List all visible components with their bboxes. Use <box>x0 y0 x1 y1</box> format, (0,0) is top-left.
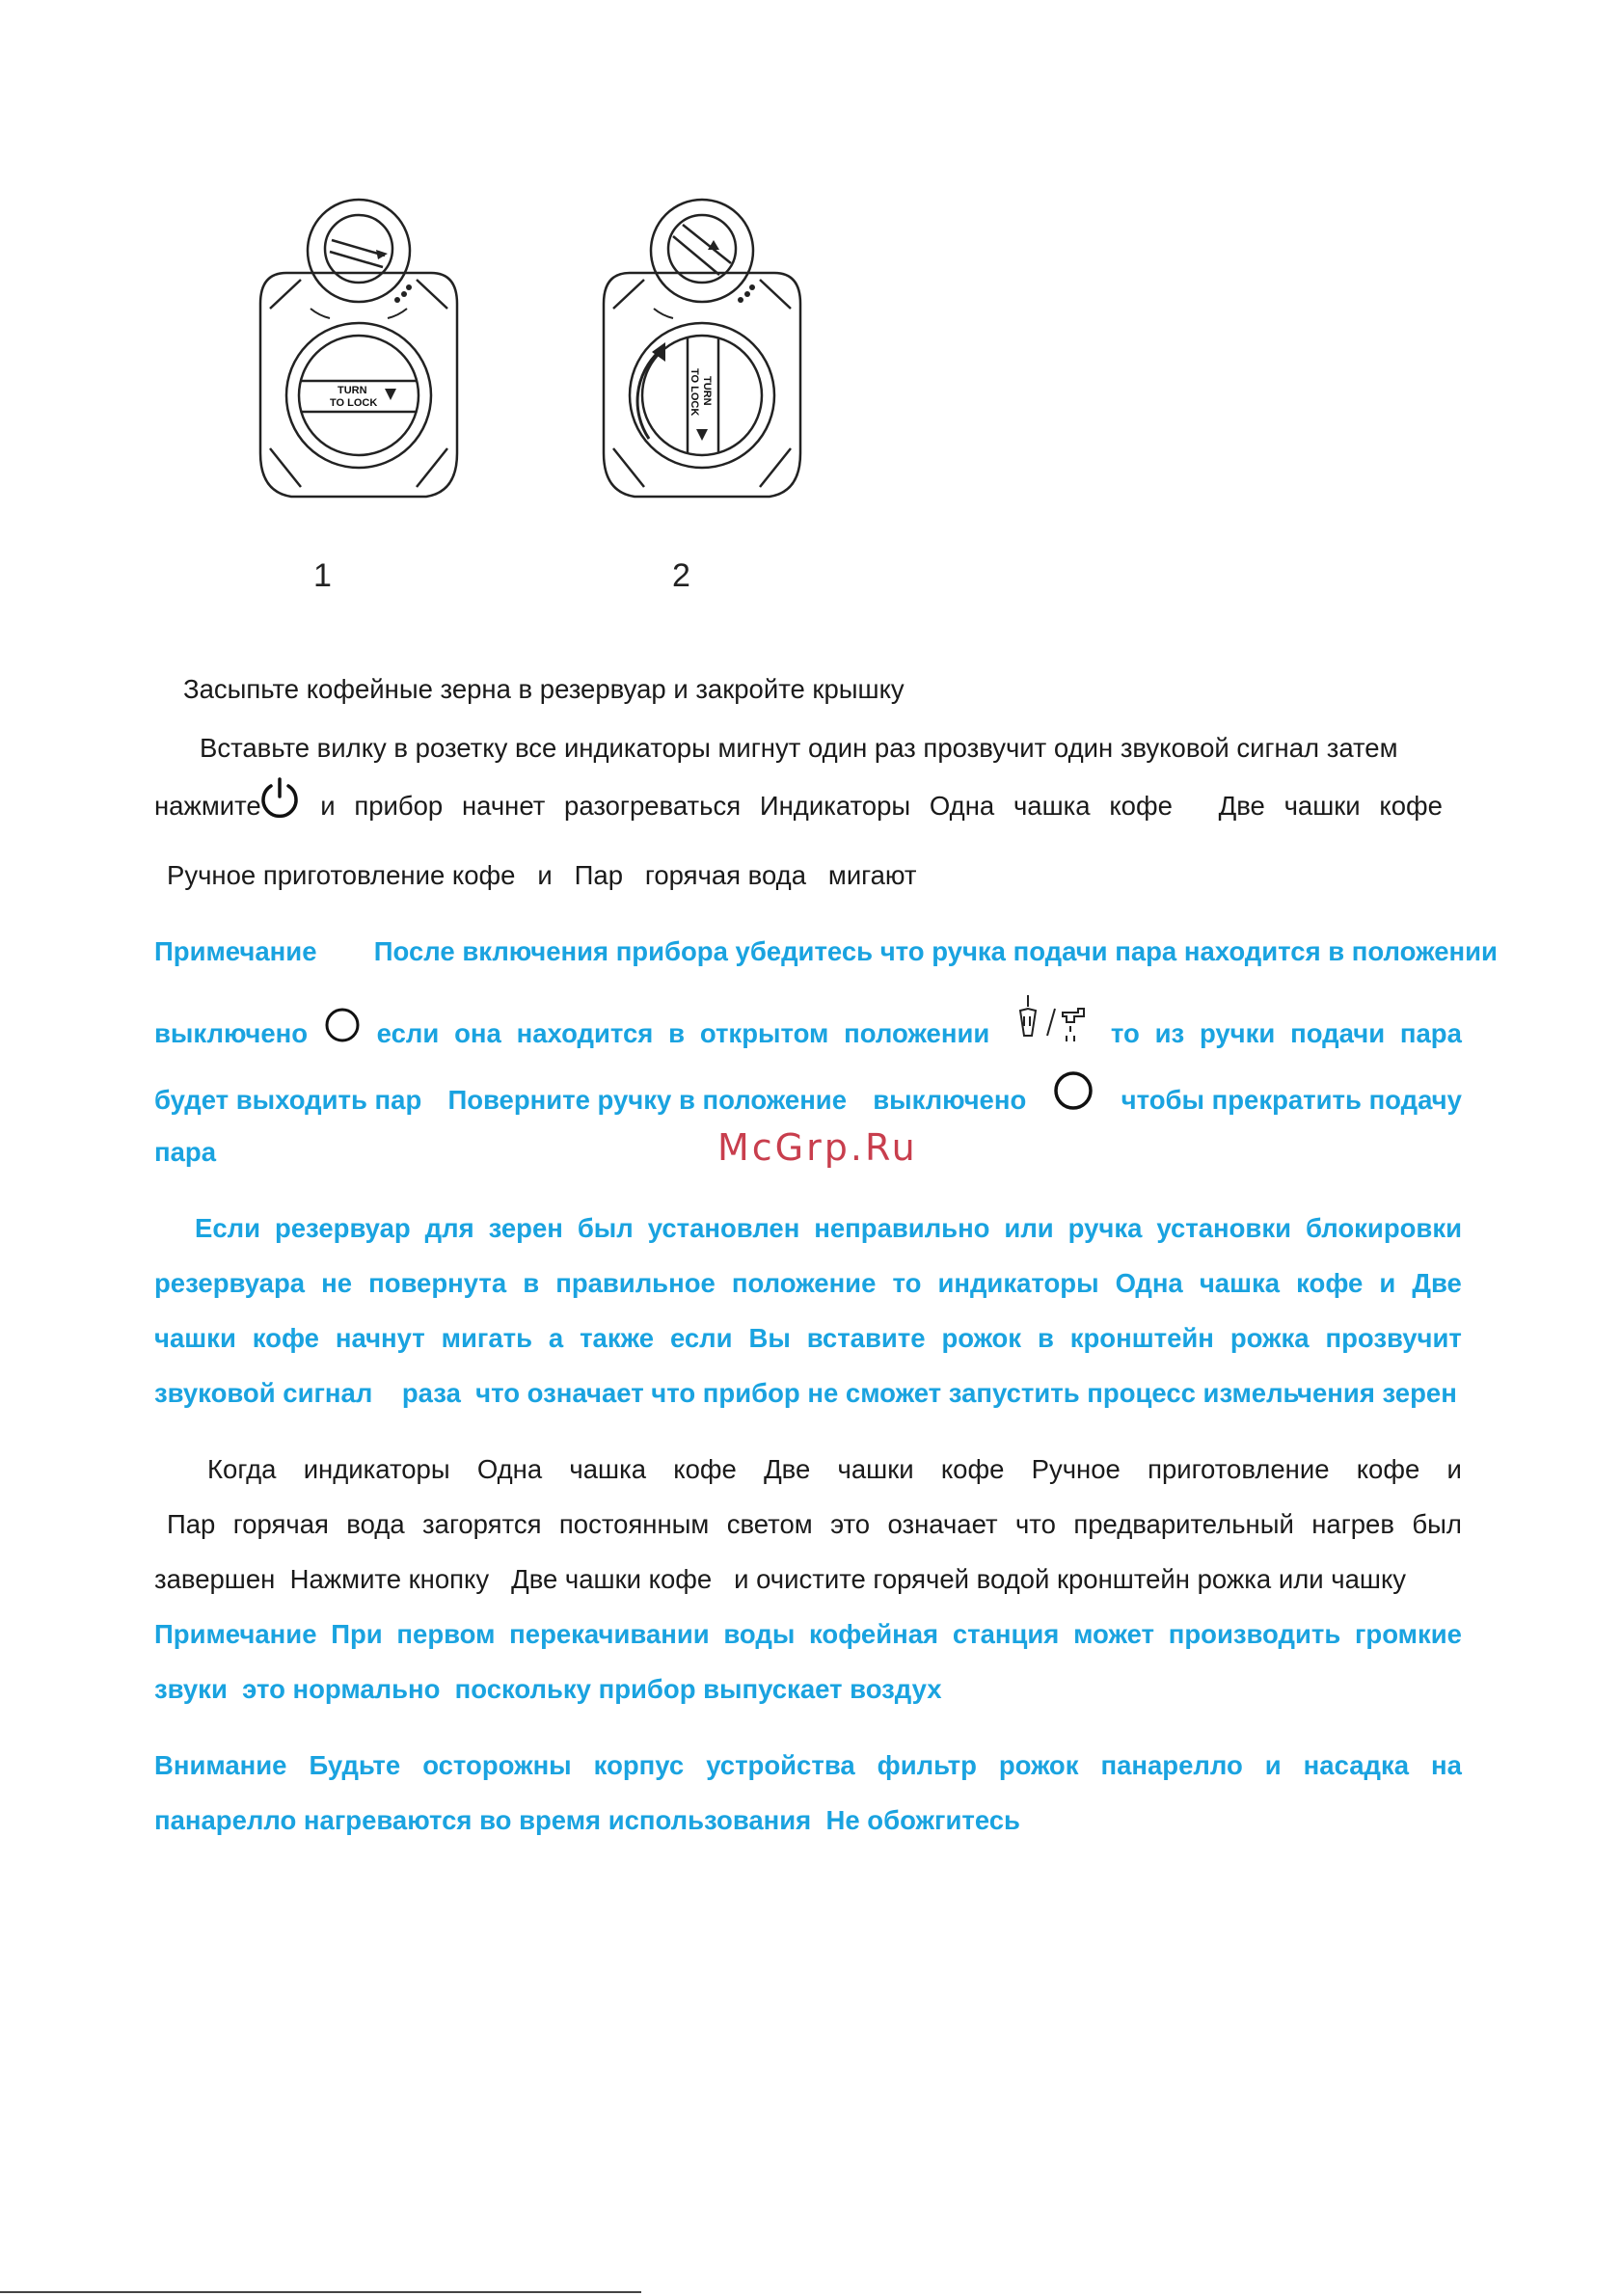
dial-text-turn-rotated: TURN <box>701 376 713 406</box>
word: рожок <box>941 1323 1022 1353</box>
word: неправильно <box>814 1213 990 1243</box>
word: вставите <box>806 1323 926 1353</box>
word: панарелло <box>1100 1750 1243 1780</box>
word: постоянным <box>558 1509 710 1539</box>
word: чтобы прекратить подачу <box>1121 1085 1462 1115</box>
word: это <box>830 1509 871 1539</box>
word: светом <box>726 1509 813 1539</box>
word: будет выходить пар <box>154 1085 422 1115</box>
word: и <box>1446 1454 1462 1484</box>
warning1-line4: звуковой сигнал раза что означает что прибор не сможет запустить процесс измельчения зерен <box>154 1378 1457 1408</box>
word: ручка <box>1067 1213 1143 1243</box>
word: кофе <box>940 1454 1005 1484</box>
caution-line2: панарелло нагреваются во время использования Не обожгитесь <box>154 1805 1020 1835</box>
word: прозвучит <box>1325 1323 1462 1353</box>
word: в <box>1037 1323 1054 1353</box>
word: индикаторы <box>303 1454 450 1484</box>
word: станция <box>952 1619 1060 1649</box>
word: что <box>1014 1509 1056 1539</box>
word: положение <box>731 1268 877 1298</box>
dial-text-turn: TURN <box>338 385 367 396</box>
word: Индикаторы <box>759 791 911 821</box>
word: означает <box>887 1509 998 1539</box>
note1-line2 <box>154 1013 1462 1055</box>
word: резервуара <box>154 1268 306 1298</box>
note1-line3 <box>154 1081 1462 1120</box>
figure-1-label: 1 <box>313 557 332 594</box>
para3-line3: завершен Нажмите кнопку Две чашки кофе и очистите горячей водой кронштейн рожка или чашку <box>154 1564 1407 1594</box>
word: Одна <box>1115 1268 1183 1298</box>
word: был <box>1412 1509 1462 1539</box>
word: чашка <box>1013 791 1091 821</box>
word: нагрев <box>1311 1509 1394 1539</box>
word: кофе <box>673 1454 737 1484</box>
word: Две <box>764 1454 811 1484</box>
word: и <box>320 791 336 821</box>
word: повернута <box>368 1268 507 1298</box>
word: предварительный <box>1073 1509 1294 1539</box>
word: кофе <box>1296 1268 1364 1298</box>
word: подачи <box>1290 1018 1386 1048</box>
dial-text-to-lock: TO LOCK <box>330 397 378 409</box>
bottom-divider <box>0 2291 641 2293</box>
word: вода <box>346 1509 405 1539</box>
word: чашки <box>154 1323 236 1353</box>
word: рожок <box>998 1750 1079 1780</box>
word: разогреваться <box>564 791 742 821</box>
word: мигать <box>441 1323 533 1353</box>
word: Примечание <box>154 1619 317 1649</box>
para2-line1: Вставьте вилку в розетку все индикаторы мигнут один раз прозвучит один звуковой сигнал затем <box>200 733 1398 763</box>
word: блокировки <box>1305 1213 1462 1243</box>
word: или <box>1004 1213 1054 1243</box>
word: осторожны <box>422 1750 572 1780</box>
warning1-line2 <box>154 1267 1462 1300</box>
word: чашки <box>837 1454 914 1484</box>
word: Две <box>1218 791 1265 821</box>
word: выключено <box>873 1085 1027 1115</box>
word: рожка <box>1229 1323 1310 1353</box>
word: находится <box>516 1018 654 1048</box>
para2-line2 <box>154 785 1462 827</box>
word: не <box>321 1268 353 1298</box>
word: нажмите <box>154 791 261 821</box>
para2-line3: Ручное приготовление кофе и Пар горячая вода мигают <box>167 860 917 890</box>
word: может <box>1073 1619 1155 1649</box>
para1-line1: Засыпьте кофейные зерна в резервуар и закройте крышку <box>183 674 905 704</box>
word: чашка <box>1199 1268 1281 1298</box>
word: кофе <box>1109 791 1173 821</box>
word: горячая <box>232 1509 329 1539</box>
word: начнет <box>461 791 546 821</box>
word: если <box>669 1323 733 1353</box>
word: а <box>548 1323 564 1353</box>
word: Две <box>1412 1268 1462 1298</box>
word: выключено <box>154 1018 309 1048</box>
word: она <box>454 1018 501 1048</box>
word: устройства <box>706 1750 855 1780</box>
word: и <box>1264 1750 1282 1780</box>
word: Вы <box>748 1323 791 1353</box>
word: Поверните ручку в положение <box>447 1085 847 1115</box>
word: Когда <box>207 1454 277 1484</box>
word: Одна <box>929 791 995 821</box>
figure-2-label: 2 <box>672 557 690 594</box>
word: громкие <box>1354 1619 1462 1649</box>
word: на <box>1431 1750 1462 1780</box>
watermark: McGrp.Ru <box>717 1126 918 1169</box>
word: Пар <box>167 1509 216 1539</box>
note2-line1 <box>154 1618 1462 1651</box>
word: Ручное <box>1031 1454 1121 1484</box>
word: правильное <box>555 1268 716 1298</box>
word: также <box>580 1323 655 1353</box>
word: чашка <box>569 1454 647 1484</box>
word: кронштейн <box>1069 1323 1214 1353</box>
note-text: После включения прибора убедитесь что ручка подачи пара находится в положении <box>373 936 1498 966</box>
word: корпус <box>593 1750 685 1780</box>
word: приготовление <box>1148 1454 1330 1484</box>
warning1-line3 <box>154 1322 1462 1355</box>
word: прибор <box>354 791 444 821</box>
word: начнут <box>335 1323 425 1353</box>
dial-text-to-lock-rotated: TO LOCK <box>689 368 700 417</box>
warning1-line1 <box>195 1212 1462 1245</box>
word: установлен <box>647 1213 800 1243</box>
para3-line2 <box>167 1508 1462 1541</box>
note1-line4: пара <box>154 1137 216 1167</box>
steam-hot-water-icon <box>1005 993 1095 1053</box>
word: пара <box>1399 1018 1462 1048</box>
note1-line1 <box>154 935 1498 968</box>
word: в <box>523 1268 540 1298</box>
word: и <box>1379 1268 1396 1298</box>
steam-off-icon <box>1052 1069 1094 1112</box>
word: чашки <box>1283 791 1361 821</box>
word: индикаторы <box>937 1268 1099 1298</box>
steam-off-icon <box>323 1006 362 1044</box>
word: кофейная <box>809 1619 939 1649</box>
word: перекачивании <box>509 1619 710 1649</box>
word: загорятся <box>422 1509 542 1539</box>
word: фильтр <box>877 1750 977 1780</box>
word: воды <box>723 1619 796 1649</box>
bean-hopper-figure-unlocked <box>253 198 465 516</box>
word: ручки <box>1199 1018 1276 1048</box>
word: если <box>376 1018 440 1048</box>
word: зерен <box>488 1213 563 1243</box>
word: для <box>424 1213 474 1243</box>
note-label: Примечание <box>154 936 317 966</box>
word: насадка <box>1303 1750 1410 1780</box>
word: установки <box>1156 1213 1291 1243</box>
word: кофе <box>1379 791 1443 821</box>
bean-hopper-figure-locked <box>596 198 808 516</box>
word: кофе <box>1356 1454 1420 1484</box>
word: Внимание <box>154 1750 287 1780</box>
word: был <box>577 1213 634 1243</box>
word: Одна <box>476 1454 543 1484</box>
word: в <box>668 1018 686 1048</box>
word: кофе <box>252 1323 319 1353</box>
word: то <box>892 1268 922 1298</box>
power-icon <box>258 777 301 820</box>
para3-line1 <box>207 1453 1462 1486</box>
word: При <box>331 1619 383 1649</box>
word: из <box>1154 1018 1185 1048</box>
word: открытом <box>699 1018 829 1048</box>
word: резервуар <box>274 1213 411 1243</box>
word: положении <box>844 1018 990 1048</box>
word: то <box>1110 1018 1140 1048</box>
word: Будьте <box>309 1750 401 1780</box>
caution-line1 <box>154 1749 1462 1782</box>
note2-line2: звуки это нормально поскольку прибор выпускает воздух <box>154 1674 942 1704</box>
word: первом <box>396 1619 496 1649</box>
word: Если <box>195 1213 261 1243</box>
word: производить <box>1168 1619 1341 1649</box>
